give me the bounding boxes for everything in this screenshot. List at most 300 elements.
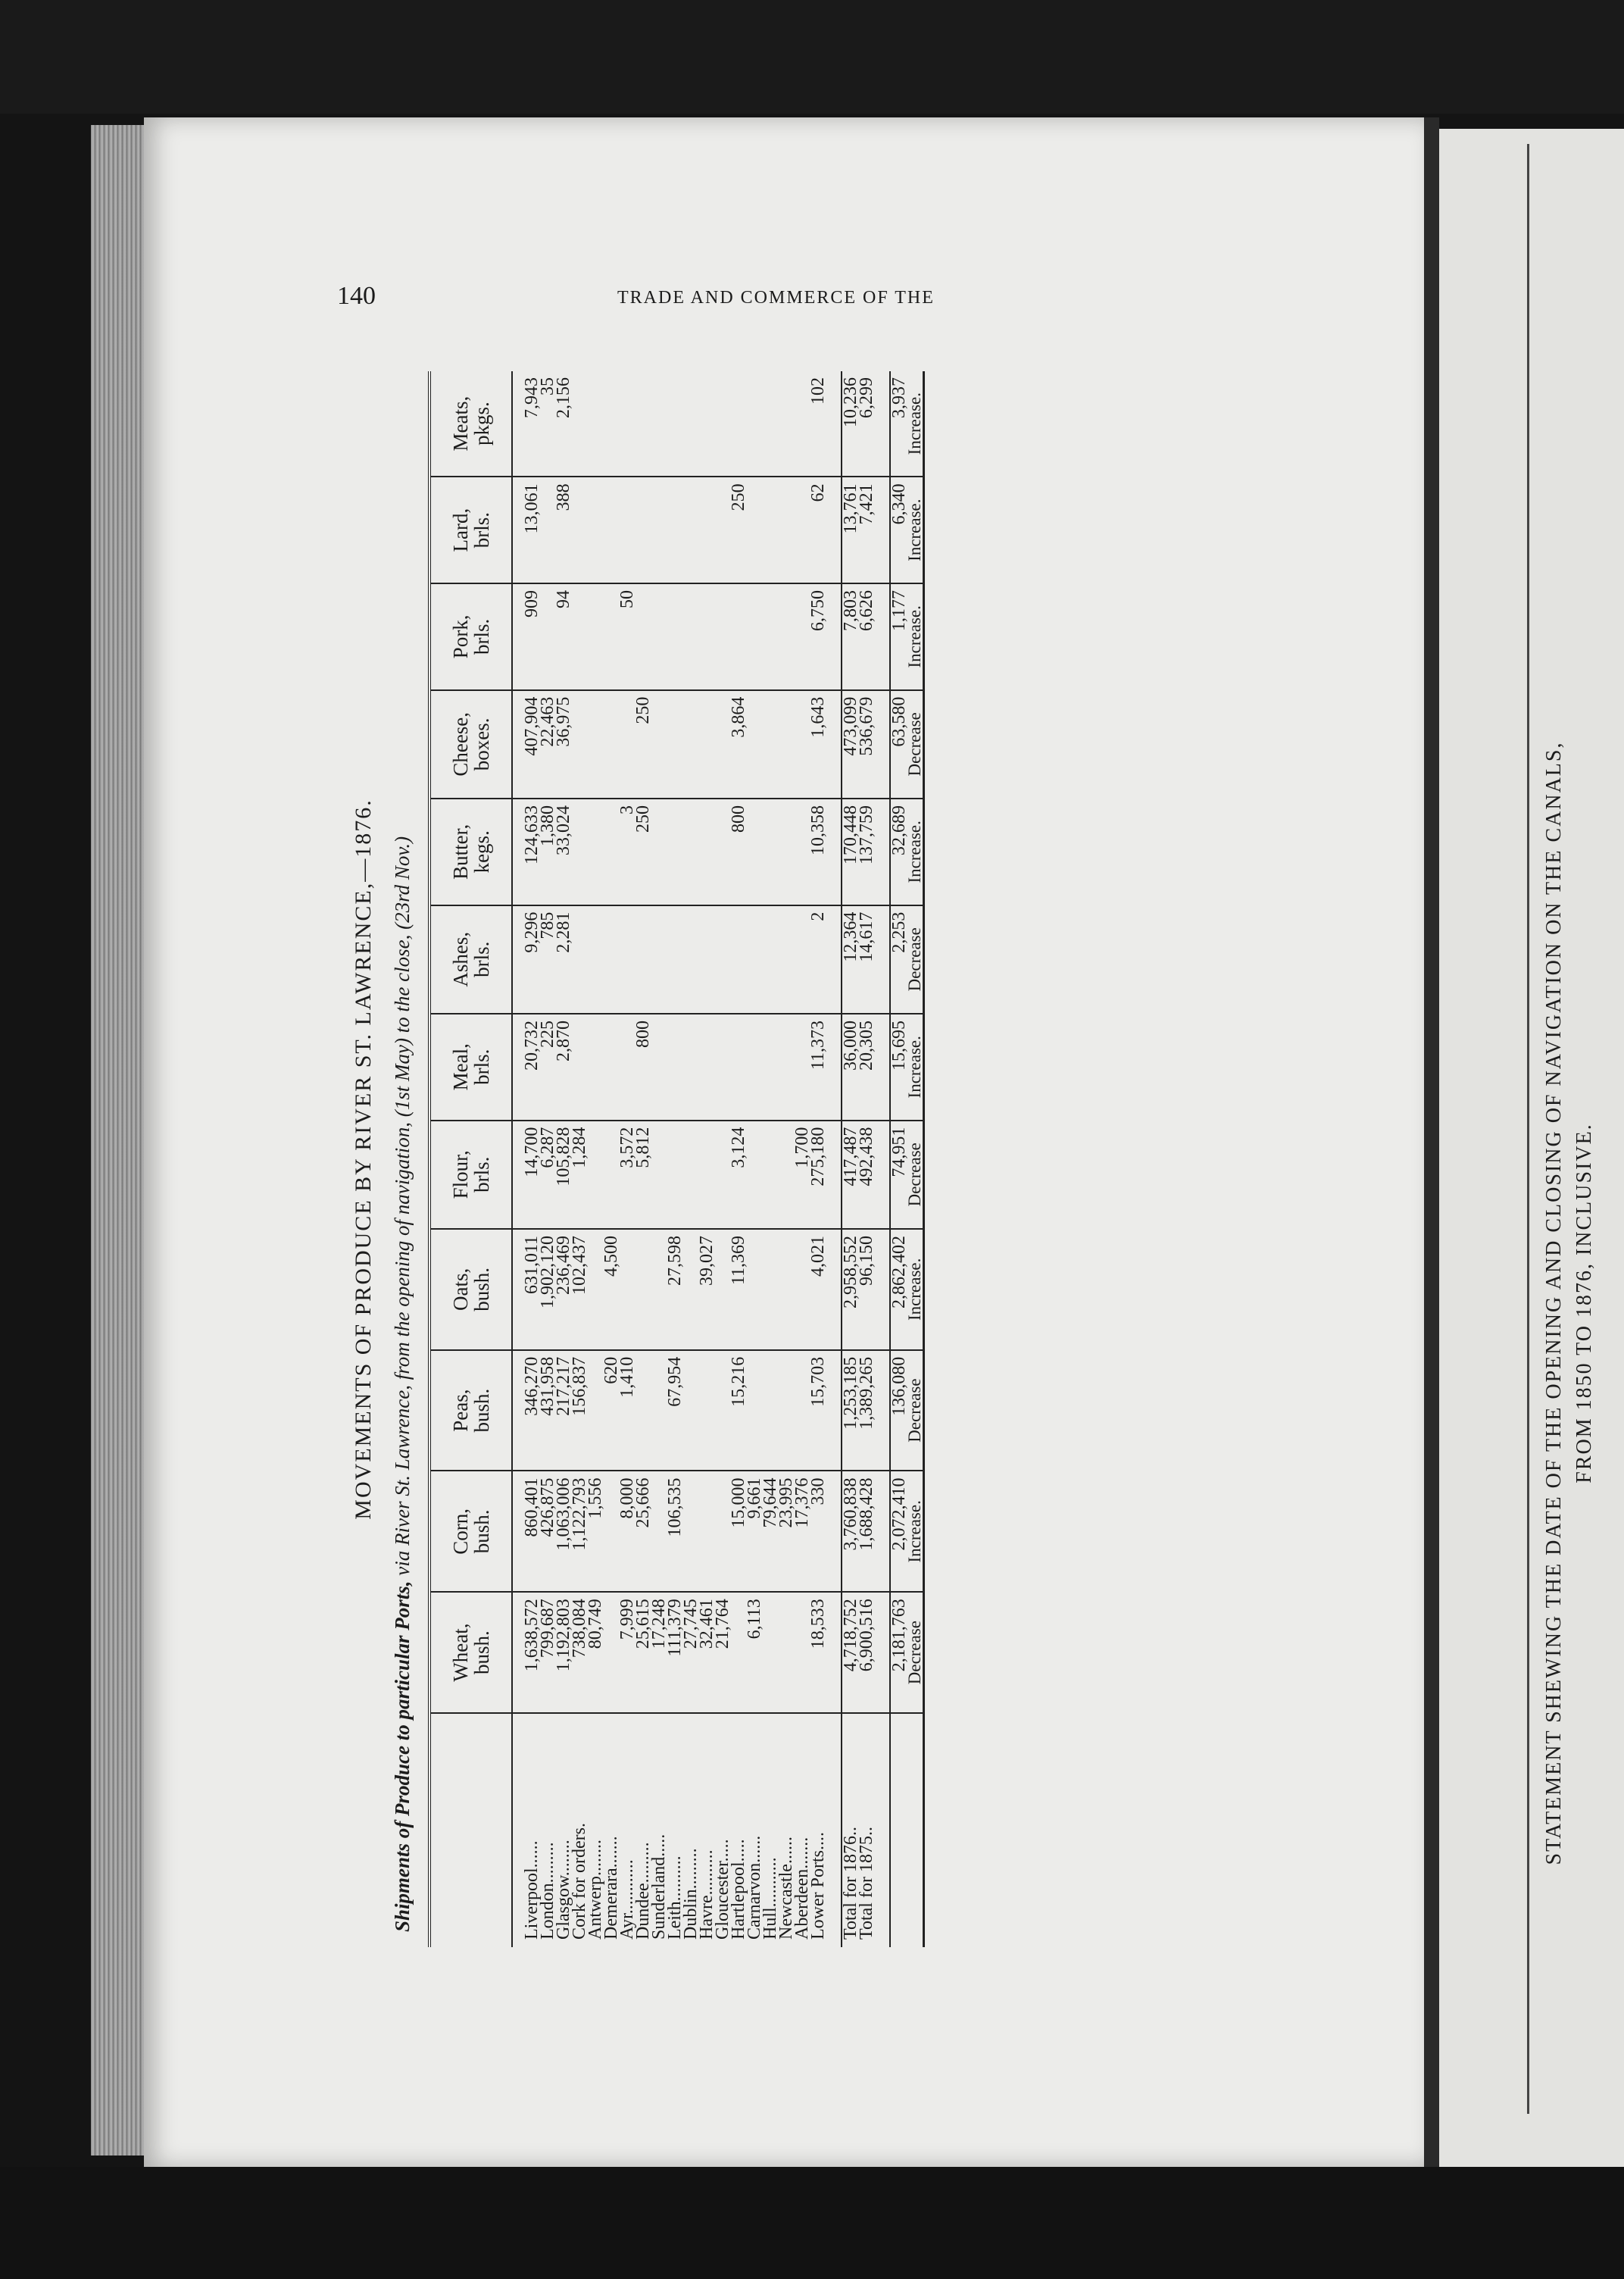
column-label: Lard, — [449, 508, 472, 552]
table-cell: Increase. — [907, 799, 924, 905]
column-header — [429, 799, 512, 905]
spacer-cell — [826, 799, 842, 905]
table-cell: 80,749 — [587, 1592, 603, 1713]
spacer-cell — [826, 371, 842, 477]
table-cell: 22,463 — [539, 690, 555, 799]
table-cell — [603, 799, 619, 905]
table-cell: 25,615 — [635, 1592, 651, 1713]
table-cell — [603, 905, 619, 1014]
table-cell — [635, 477, 651, 583]
table-cell: 7,803 — [842, 583, 858, 690]
table-cell: 785 — [539, 905, 555, 1014]
table-row — [539, 371, 555, 1947]
spacer-cell — [874, 371, 890, 477]
table-cell: 1,700 — [794, 1121, 810, 1229]
table-cell: 2,281 — [555, 905, 571, 1014]
table-cell: 10,358 — [810, 799, 826, 905]
book-gutter — [1424, 117, 1439, 2167]
table-cell: 15,695 — [890, 1014, 907, 1121]
table-cell — [587, 1121, 603, 1229]
table-row — [730, 371, 746, 1947]
column-unit: brls. — [470, 1049, 493, 1085]
table-cell — [714, 1471, 730, 1592]
table-cell — [714, 371, 730, 477]
row-label: Ayr............ — [617, 1859, 637, 1940]
row-label: Dundee......... — [632, 1842, 653, 1940]
column-unit: brls. — [470, 1156, 493, 1193]
table-cell: Increase. — [907, 1229, 924, 1350]
table-row — [635, 371, 651, 1947]
table-cell: 32,461 — [698, 1592, 714, 1713]
spacer-cell — [826, 1229, 842, 1350]
table-cell: 3,864 — [730, 690, 746, 799]
table-row — [794, 371, 810, 1947]
table-cell: 15,000 — [730, 1471, 746, 1592]
table-cell — [667, 690, 682, 799]
table-cell: 20,732 — [523, 1014, 539, 1121]
row-label: Sunderland..... — [648, 1834, 669, 1940]
table-cell — [619, 1014, 635, 1121]
table-cell: 407,904 — [523, 690, 539, 799]
table-cell — [651, 371, 667, 477]
table-cell: 1,380 — [539, 799, 555, 905]
spacer-cell — [874, 1121, 890, 1229]
table-cell: 1,177 — [890, 583, 907, 690]
table-cell: 6,287 — [539, 1121, 555, 1229]
table-cell — [778, 477, 794, 583]
table-cell — [730, 1014, 746, 1121]
table-row — [587, 371, 603, 1947]
table-cell: 15,703 — [810, 1350, 826, 1471]
table-row — [667, 371, 682, 1947]
table-cell: 909 — [523, 583, 539, 690]
table-cell: 170,448 — [842, 799, 858, 905]
table-cell — [746, 477, 762, 583]
table-cell: 35 — [539, 371, 555, 477]
table-cell — [746, 583, 762, 690]
table-cell — [730, 905, 746, 1014]
table-cell: 67,954 — [667, 1350, 682, 1471]
row-label: Liverpool...... — [521, 1840, 542, 1940]
table-cell: 1,688,428 — [858, 1471, 874, 1592]
table-subtitle — [386, 356, 428, 1962]
table-cell: 17,376 — [794, 1471, 810, 1592]
spacer-cell — [826, 1471, 842, 1592]
table-cell — [587, 583, 603, 690]
table-cell: Decrease — [907, 690, 924, 799]
table-cell: 74,951 — [890, 1121, 907, 1229]
table-cell — [603, 1592, 619, 1713]
table-cell — [794, 583, 810, 690]
table-cell: 6,299 — [858, 371, 874, 477]
port-column-header — [429, 1713, 512, 1947]
table-cell — [635, 371, 651, 477]
table-cell: Decrease — [907, 1350, 924, 1471]
row-label — [890, 1713, 907, 1947]
table-cell — [571, 799, 587, 905]
table-cell — [651, 1121, 667, 1229]
table-cell: 536,679 — [858, 690, 874, 799]
table-cell — [698, 1350, 714, 1471]
column-header — [429, 1350, 512, 1471]
table-cell: 2,253 — [890, 905, 907, 1014]
table-cell — [746, 1014, 762, 1121]
column-label: Butter, — [449, 824, 472, 880]
table-cell — [651, 583, 667, 690]
table-cell — [682, 583, 698, 690]
table-cell — [778, 1592, 794, 1713]
table-cell — [651, 1014, 667, 1121]
table-cell: 39,027 — [698, 1229, 714, 1350]
spacer-cell — [874, 583, 890, 690]
table-cell: 20,305 — [858, 1014, 874, 1121]
column-header — [429, 690, 512, 799]
table-cell — [587, 799, 603, 905]
table-cell — [635, 1350, 651, 1471]
table-cell — [603, 1014, 619, 1121]
table-cell: Decrease — [907, 1592, 924, 1713]
table-cell — [571, 477, 587, 583]
table-cell — [794, 1229, 810, 1350]
table-cell — [698, 799, 714, 905]
table-cell: Increase. — [907, 1014, 924, 1121]
table-cell: 1,253,185 — [842, 1350, 858, 1471]
table-cell: 2,181,763 — [890, 1592, 907, 1713]
table-row — [810, 371, 826, 1947]
column-label: Meats, — [449, 395, 472, 452]
table-header-row — [429, 371, 512, 1947]
table-cell — [682, 690, 698, 799]
table-row — [714, 371, 730, 1947]
table-cell — [571, 1014, 587, 1121]
table-cell — [667, 905, 682, 1014]
row-label: Total for 1876.. — [842, 1713, 858, 1947]
column-label: Corn, — [449, 1508, 472, 1555]
table-cell — [667, 1121, 682, 1229]
table-cell — [714, 477, 730, 583]
table-cell — [587, 905, 603, 1014]
table-cell — [587, 1229, 603, 1350]
table-cell — [794, 1592, 810, 1713]
column-unit: boxes. — [470, 717, 493, 771]
table-cell: 111,379 — [667, 1592, 682, 1713]
table-cell — [603, 477, 619, 583]
table-cell: 137,759 — [858, 799, 874, 905]
spacer-cell — [826, 583, 842, 690]
table-cell: 96,150 — [858, 1229, 874, 1350]
spacer-cell — [874, 799, 890, 905]
table-cell: 8,000 — [619, 1471, 635, 1592]
table-cell: 36,975 — [555, 690, 571, 799]
table-cell: 800 — [635, 1014, 651, 1121]
spacer-cell — [826, 1713, 842, 1947]
table-cell: 388 — [555, 477, 571, 583]
table-cell — [682, 1471, 698, 1592]
subtitle-rest: via River St. Lawrence, from the opening of navigation, (1st May) to the close, (23rd Nov.) — [391, 836, 414, 1576]
table-cell: Increase. — [907, 371, 924, 477]
table-cell: Increase. — [907, 1471, 924, 1592]
table-cell — [571, 690, 587, 799]
column-header — [429, 1229, 512, 1350]
column-label: Meal, — [449, 1043, 472, 1091]
table-cell: 236,469 — [555, 1229, 571, 1350]
table-cell — [682, 477, 698, 583]
table-cell: 275,180 — [810, 1121, 826, 1229]
table-cell — [698, 1471, 714, 1592]
column-unit: pkgs. — [470, 402, 493, 446]
table-cell — [746, 690, 762, 799]
table-cell: 330 — [810, 1471, 826, 1592]
table-cell — [794, 477, 810, 583]
total-row — [842, 371, 858, 1947]
table-cell — [714, 690, 730, 799]
table-cell — [587, 690, 603, 799]
row-label: Antwerp........ — [585, 1840, 605, 1940]
table-row — [651, 371, 667, 1947]
table-row — [698, 371, 714, 1947]
table-row — [571, 371, 587, 1947]
table-cell — [587, 1350, 603, 1471]
table-cell: 1,410 — [619, 1350, 635, 1471]
table-cell — [682, 1350, 698, 1471]
table-cell — [730, 1592, 746, 1713]
column-label: Peas, — [449, 1389, 472, 1432]
column-unit: bush. — [470, 1267, 493, 1311]
spacer-cell — [826, 905, 842, 1014]
table-cell: 426,875 — [539, 1471, 555, 1592]
table-cell: 250 — [635, 799, 651, 905]
table-cell: 136,080 — [890, 1350, 907, 1471]
table-cell: 105,828 — [555, 1121, 571, 1229]
table-cell: 800 — [730, 799, 746, 905]
table-cell: 631,011 — [523, 1229, 539, 1350]
spacer-cell — [874, 477, 890, 583]
table-row — [778, 371, 794, 1947]
spacer-cell — [874, 905, 890, 1014]
column-unit: bush. — [470, 1509, 493, 1554]
spacer-cell — [826, 1592, 842, 1713]
table-cell — [714, 1121, 730, 1229]
table-cell — [698, 1121, 714, 1229]
table-cell: 32,689 — [890, 799, 907, 905]
row-label: Havre.......... — [696, 1849, 717, 1940]
facing-heading-line-1: STATEMENT SHEWING THE DATE OF THE OPENING AND CLOSING OF NAVIGATION ON THE CANALS, — [1542, 741, 1566, 1865]
column-label: Pork, — [449, 614, 472, 659]
table-cell — [539, 583, 555, 690]
table-cell: 620 — [603, 1350, 619, 1471]
table-cell: 10,236 — [842, 371, 858, 477]
table-cell: 7,999 — [619, 1592, 635, 1713]
produce-table — [428, 371, 925, 1947]
facing-heading-line-2: FROM 1850 TO 1876, INCLUSIVE. — [1572, 1123, 1596, 1483]
table-cell: 9,661 — [746, 1471, 762, 1592]
row-label: Hull........... — [760, 1857, 780, 1940]
table-cell: 18,533 — [810, 1592, 826, 1713]
table-cell: 11,369 — [730, 1229, 746, 1350]
table-cell — [667, 583, 682, 690]
facing-page-heading — [1539, 742, 1600, 1865]
table-cell: 1,643 — [810, 690, 826, 799]
table-cell — [603, 1471, 619, 1592]
column-header — [429, 371, 512, 477]
table-cell — [587, 477, 603, 583]
table-cell — [714, 1350, 730, 1471]
table-cell: 2,862,402 — [890, 1229, 907, 1350]
table-cell: 473,099 — [842, 690, 858, 799]
table-cell: 13,061 — [523, 477, 539, 583]
table-cell: 7,943 — [523, 371, 539, 477]
table-cell — [794, 1014, 810, 1121]
table-cell: 12,364 — [842, 905, 858, 1014]
table-cell: 3,572 — [619, 1121, 635, 1229]
table-cell: 799,687 — [539, 1592, 555, 1713]
table-row — [555, 371, 571, 1947]
spacer-cell — [874, 1592, 890, 1713]
table-cell: 79,644 — [762, 1471, 778, 1592]
table-cell: 6,113 — [746, 1592, 762, 1713]
table-cell — [651, 690, 667, 799]
scan-background-bottom — [0, 2167, 1624, 2279]
table-cell — [778, 905, 794, 1014]
table-cell: 860,401 — [523, 1471, 539, 1592]
total-row — [858, 371, 874, 1947]
spacer-cell — [874, 1713, 890, 1947]
table-cell: 62 — [810, 477, 826, 583]
table-cell: 417,487 — [842, 1121, 858, 1229]
table-cell: 2,870 — [555, 1014, 571, 1121]
table-cell — [651, 1350, 667, 1471]
table-cell — [682, 799, 698, 905]
column-unit: brls. — [470, 512, 493, 549]
spacer-row — [874, 371, 890, 1947]
table-cell — [730, 583, 746, 690]
table-cell — [651, 477, 667, 583]
table-cell: 6,626 — [858, 583, 874, 690]
table-cell: 21,764 — [714, 1592, 730, 1713]
table-cell: 36,000 — [842, 1014, 858, 1121]
spacer-cell — [874, 1471, 890, 1592]
column-header — [429, 1014, 512, 1121]
table-cell: 1,556 — [587, 1471, 603, 1592]
row-label: Hartlepool..... — [728, 1839, 748, 1940]
table-cell — [619, 371, 635, 477]
row-label: Leith.......... — [664, 1855, 685, 1940]
column-unit: bush. — [470, 1630, 493, 1674]
row-label: Carnarvon...... — [744, 1835, 764, 1940]
table-cell — [587, 1014, 603, 1121]
table-cell: 14,700 — [523, 1121, 539, 1229]
table-cell — [714, 799, 730, 905]
table-cell: 102 — [810, 371, 826, 477]
spacer-cell — [826, 477, 842, 583]
column-header — [429, 1592, 512, 1713]
table-cell — [794, 690, 810, 799]
column-header — [429, 583, 512, 690]
table-row — [682, 371, 698, 1947]
table-cell — [762, 477, 778, 583]
table-cell — [539, 477, 555, 583]
table-cell — [746, 371, 762, 477]
table-row — [746, 371, 762, 1947]
table-cell — [698, 371, 714, 477]
table-cell — [682, 1121, 698, 1229]
row-label: Newcastle...... — [776, 1837, 796, 1940]
spacer-cell — [874, 1350, 890, 1471]
table-cell: 11,373 — [810, 1014, 826, 1121]
column-header — [429, 1471, 512, 1592]
table-cell: Increase. — [907, 477, 924, 583]
column-header — [429, 1121, 512, 1229]
table-cell: 492,438 — [858, 1121, 874, 1229]
table-cell: Increase. — [907, 583, 924, 690]
table-cell — [762, 690, 778, 799]
table-cell: 738,084 — [571, 1592, 587, 1713]
table-cell: 3,760,838 — [842, 1471, 858, 1592]
table-cell — [682, 1014, 698, 1121]
table-cell: 15,216 — [730, 1350, 746, 1471]
table-cell: 7,421 — [858, 477, 874, 583]
table-cell: 5,812 — [635, 1121, 651, 1229]
table-row — [619, 371, 635, 1947]
table-cell — [698, 583, 714, 690]
table-cell: 4,718,752 — [842, 1592, 858, 1713]
table-cell — [667, 477, 682, 583]
table-cell: 1,902,120 — [539, 1229, 555, 1350]
table-cell — [619, 1229, 635, 1350]
table-cell — [603, 371, 619, 477]
table-cell: 17,248 — [651, 1592, 667, 1713]
table-cell — [746, 1229, 762, 1350]
table-cell: 431,958 — [539, 1350, 555, 1471]
row-label: Demerara....... — [601, 1836, 621, 1940]
table-cell: 1,284 — [571, 1121, 587, 1229]
table-cell — [571, 583, 587, 690]
difference-label-row — [907, 371, 924, 1947]
table-cell — [714, 583, 730, 690]
table-cell: 3 — [619, 799, 635, 905]
column-header — [429, 905, 512, 1014]
table-cell — [667, 371, 682, 477]
table-cell: 13,761 — [842, 477, 858, 583]
column-unit: brls. — [470, 618, 493, 655]
table-row — [603, 371, 619, 1947]
table-cell: Decrease — [907, 905, 924, 1014]
column-unit: brls. — [470, 941, 493, 977]
table-cell — [778, 799, 794, 905]
table-cell — [635, 1229, 651, 1350]
table-cell: 1,389,265 — [858, 1350, 874, 1471]
running-title: TRADE AND COMMERCE OF THE — [617, 288, 935, 308]
table-cell — [762, 371, 778, 477]
table-cell: 3,937 — [890, 371, 907, 477]
page-stack-edge — [91, 125, 151, 2156]
table-cell — [651, 799, 667, 905]
table-cell: 250 — [730, 477, 746, 583]
table-cell: 94 — [555, 583, 571, 690]
table-cell: 346,270 — [523, 1350, 539, 1471]
subtitle-lead: Shipments of Produce to particular Ports, — [391, 1580, 414, 1932]
column-label: Oats, — [449, 1268, 472, 1311]
table-cell — [778, 371, 794, 477]
table-cell: 2 — [810, 905, 826, 1014]
table-cell — [603, 1121, 619, 1229]
table-row — [762, 371, 778, 1947]
table-cell — [762, 1592, 778, 1713]
table-cell — [571, 371, 587, 477]
table-cell: 4,021 — [810, 1229, 826, 1350]
table-cell — [651, 1471, 667, 1592]
table-cell — [682, 371, 698, 477]
